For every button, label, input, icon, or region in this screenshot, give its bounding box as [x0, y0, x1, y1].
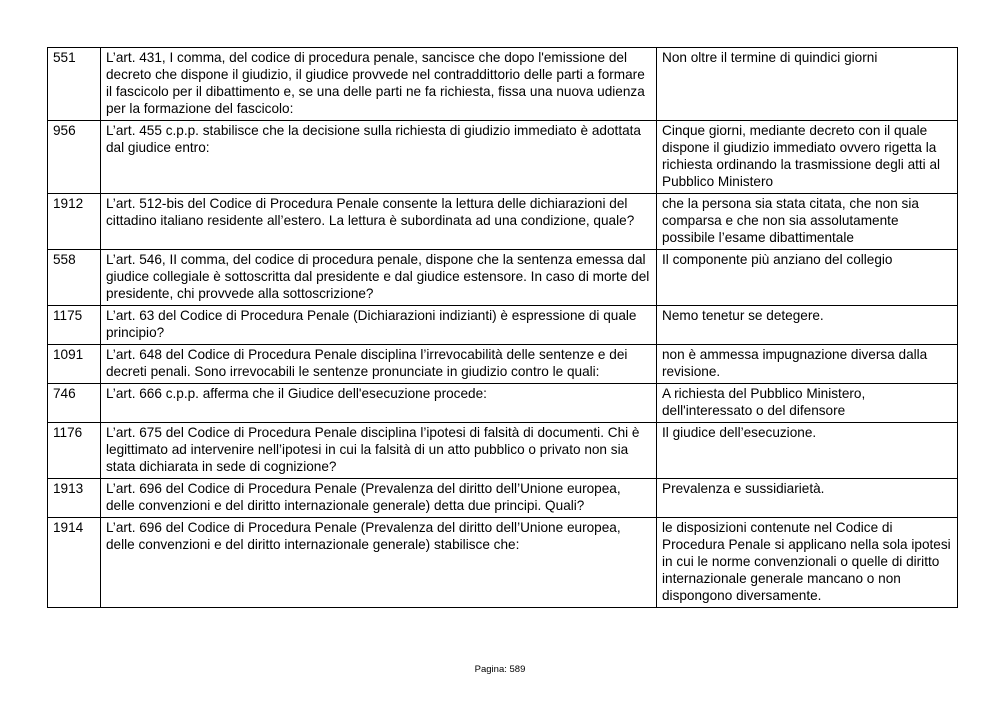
- question-number: 1091: [48, 345, 101, 384]
- table-row: [48, 518, 958, 608]
- page-number: Pagina: 589: [474, 664, 526, 675]
- question-text: L’art. 455 c.p.p. stabilisce che la decisione sulla richiesta di giudizio immediato è adottata dal giudice entro:: [101, 121, 657, 194]
- question-text: L’art. 648 del Codice di Procedura Penale disciplina l’irrevocabilità delle sentenze e dei decreti penali. Sono irrevocabili le sentenze pronunciate in giudizio contro le quali:: [101, 345, 657, 384]
- answer-text: Il componente più anziano del collegio: [657, 250, 958, 306]
- answer-text: A richiesta del Pubblico Ministero, dell'interessato o del difensore: [657, 384, 958, 423]
- answer-text: non è ammessa impugnazione diversa dalla revisione.: [657, 345, 958, 384]
- answer-text: le disposizioni contenute nel Codice di Procedura Penale si applicano nella sola ipotesi in cui le norme convenzionali o quelle di diritto internazionale generale mancano o non dispongono diversamente.: [657, 518, 958, 608]
- table-row: [48, 48, 958, 121]
- question-number: 558: [48, 250, 101, 306]
- table-row: [48, 250, 958, 306]
- table-row: [48, 384, 958, 423]
- answer-text: che la persona sia stata citata, che non sia comparsa e che non sia assolutamente possibile l’esame dibattimentale: [657, 194, 958, 250]
- question-number: 1913: [48, 479, 101, 518]
- answer-text: Nemo tenetur se detegere.: [657, 306, 958, 345]
- table-row: [48, 479, 958, 518]
- question-text: L’art. 512-bis del Codice di Procedura Penale consente la lettura delle dichiarazioni del cittadino italiano residente all’estero. La lettura è subordinata ad una condizione, quale?: [101, 194, 657, 250]
- question-text: L’art. 431, I comma, del codice di procedura penale, sancisce che dopo l'emissione del decreto che dispone il giudizio, il giudice provvede nel contraddittorio delle parti a formare il fascicolo per il dibattimento e, se una delle parti ne fa richiesta, fissa una nuova udienza per la formazione del fascicolo:: [101, 48, 657, 121]
- question-text: L’art. 675 del Codice di Procedura Penale disciplina l’ipotesi di falsità di documenti. Chi è legittimato ad intervenire nell’ipotesi in cui la falsità di un atto pubblico o privato non sia stata dichiarata in sede di cognizione?: [101, 423, 657, 479]
- answer-text: Prevalenza e sussidiarietà.: [657, 479, 958, 518]
- question-text: L’art. 696 del Codice di Procedura Penale (Prevalenza del diritto dell’Unione europea, delle convenzioni e del diritto internazionale generale) stabilisce che:: [101, 518, 657, 608]
- question-number: 1914: [48, 518, 101, 608]
- question-number: 1912: [48, 194, 101, 250]
- question-table: [47, 47, 958, 608]
- table-row: [48, 194, 958, 250]
- answer-text: Cinque giorni, mediante decreto con il quale dispone il giudizio immediato ovvero rigetta la richiesta ordinando la trasmissione degli atti al Pubblico Ministero: [657, 121, 958, 194]
- table-row: [48, 345, 958, 384]
- answer-text: Il giudice dell’esecuzione.: [657, 423, 958, 479]
- answer-text: Non oltre il termine di quindici giorni: [657, 48, 958, 121]
- question-number: 1176: [48, 423, 101, 479]
- table-row: [48, 306, 958, 345]
- question-number: 746: [48, 384, 101, 423]
- question-number: 956: [48, 121, 101, 194]
- table-row: [48, 121, 958, 194]
- question-text: L’art. 696 del Codice di Procedura Penale (Prevalenza del diritto dell’Unione europea, delle convenzioni e del diritto internazionale generale) detta due principi. Quali?: [101, 479, 657, 518]
- question-number: 551: [48, 48, 101, 121]
- question-text: L’art. 63 del Codice di Procedura Penale (Dichiarazioni indizianti) è espressione di quale principio?: [101, 306, 657, 345]
- question-text: L’art. 666 c.p.p. afferma che il Giudice dell'esecuzione procede:: [101, 384, 657, 423]
- table-row: [48, 423, 958, 479]
- question-text: L’art. 546, II comma, del codice di procedura penale, dispone che la sentenza emessa dal giudice collegiale è sottoscritta dal presidente e dal giudice estensore. In caso di morte del presidente, chi provvede alla sottoscrizione?: [101, 250, 657, 306]
- question-number: 1175: [48, 306, 101, 345]
